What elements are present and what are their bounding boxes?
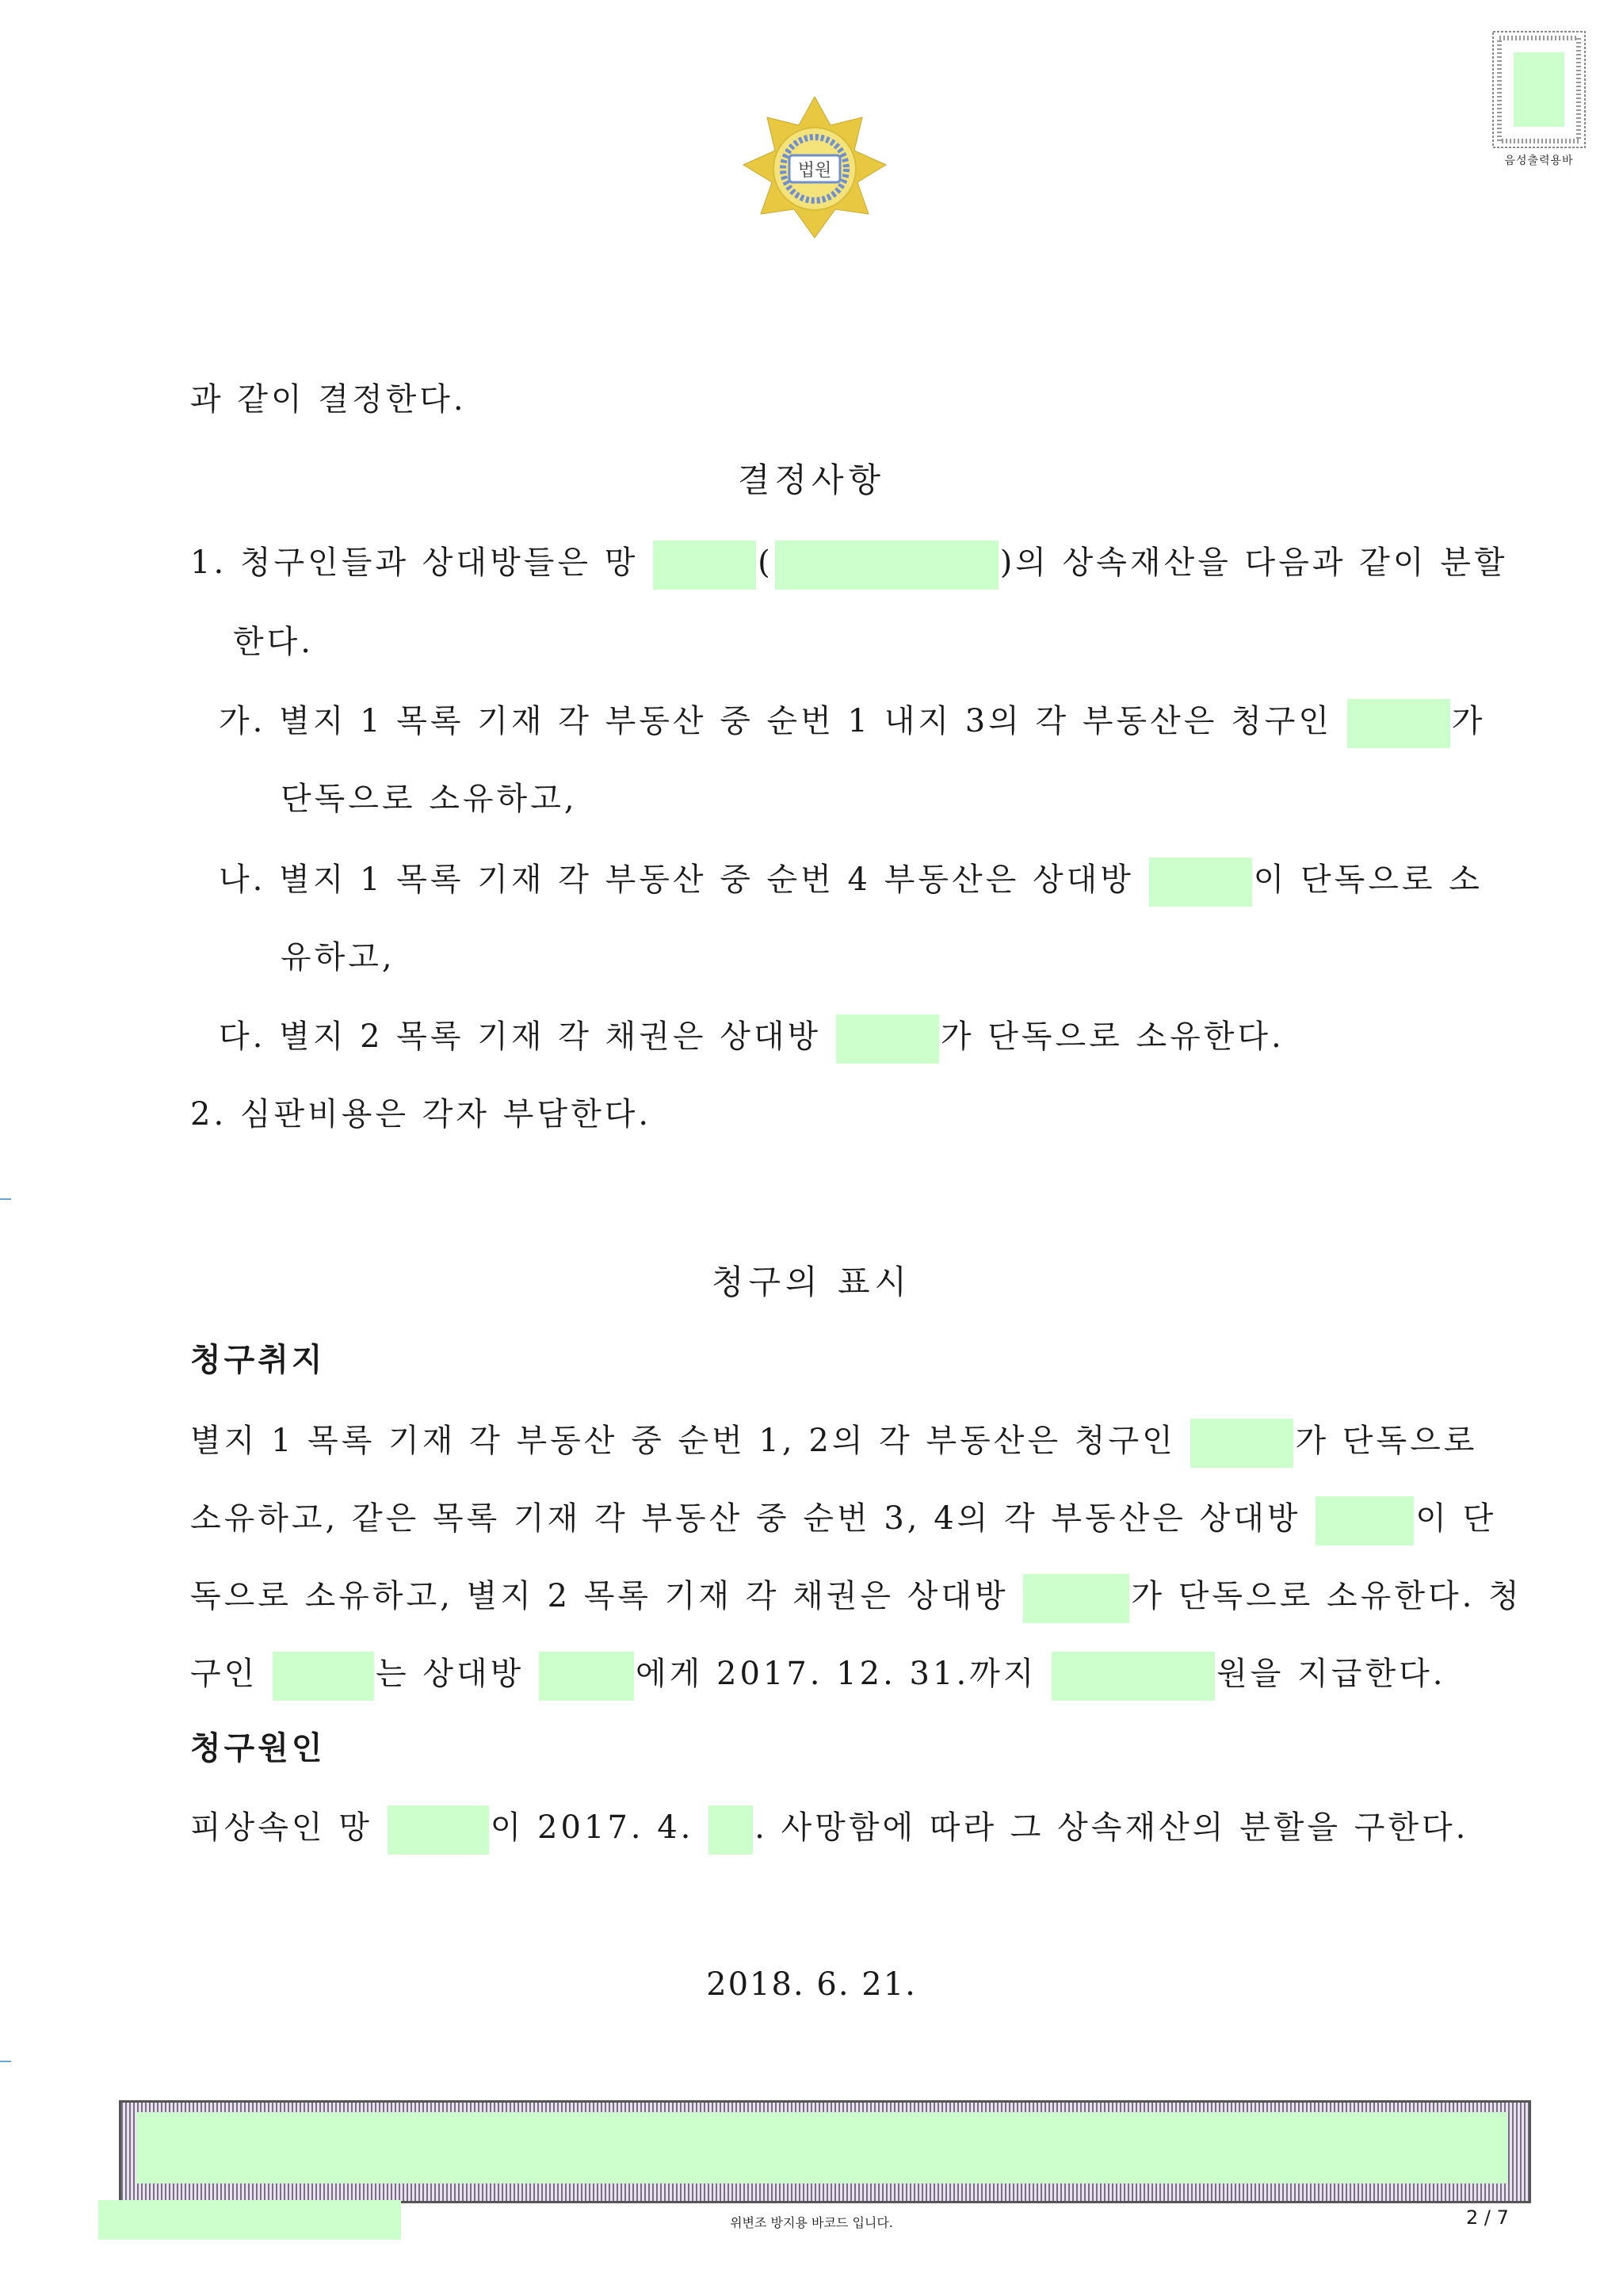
redaction-block — [653, 541, 756, 590]
emblem-text: 법원 — [797, 161, 832, 181]
text-segment: 이 단독으로 소 — [1253, 861, 1483, 898]
decision-heading: 결정사항 — [737, 460, 886, 499]
margin-mark — [0, 1198, 11, 1200]
text-segment: 1. 청구인들과 상대방들은 망 — [190, 544, 639, 581]
text-segment: 다. 별지 2 목록 기재 각 채권은 상대방 — [219, 1018, 822, 1055]
page-number: 2 / 7 — [1466, 2206, 1509, 2229]
text-segment: 는 상대방 — [376, 1656, 525, 1692]
document-date: 2018. 6. 21. — [706, 1966, 917, 2003]
decision-item-1-ga-line-1 — [219, 699, 1485, 748]
claim-purpose-line-4 — [190, 1652, 1445, 1701]
text-segment: 가. 별지 1 목록 기재 각 부동산 중 순번 1 내지 3의 각 부동산은 청구인 — [219, 703, 1333, 739]
text-segment: 소유하고, 같은 목록 기재 각 부동산 중 순번 3, 4의 각 부동산은 상대방 — [190, 1500, 1301, 1537]
text-segment: 이 2017. 4. — [490, 1809, 694, 1846]
redaction-block — [1149, 858, 1252, 907]
claim-cause-text — [190, 1805, 1468, 1855]
text-segment: 가 단독으로 소유한다. 청 — [1131, 1578, 1522, 1614]
text-segment: 가 — [1451, 703, 1486, 739]
decision-item-1-line-1 — [190, 541, 1507, 590]
redaction-block — [836, 1014, 939, 1064]
text-segment: 독으로 소유하고, 별지 2 목록 기재 각 채권은 상대방 — [190, 1578, 1009, 1614]
margin-mark — [0, 2061, 11, 2062]
qr-label: 음성출력용바 — [1504, 155, 1574, 167]
redaction-block — [273, 1652, 374, 1701]
barcode-caption: 위변조 방지용 바코드 입니다. — [730, 2215, 893, 2230]
court-emblem-icon — [735, 94, 894, 244]
text-segment: ( — [758, 544, 773, 581]
redaction-block — [1316, 1496, 1414, 1545]
claim-heading: 청구의 표시 — [711, 1263, 912, 1301]
text-segment: 별지 1 목록 기재 각 부동산 중 순번 1, 2의 각 부동산은 청구인 — [190, 1423, 1176, 1459]
decision-item-1-na-line-2: 유하고, — [281, 939, 395, 976]
text-segment: . 사망함에 따라 그 상속재산의 분할을 구한다. — [754, 1809, 1469, 1846]
claim-purpose-heading: 청구취지 — [190, 1341, 326, 1378]
claim-cause-heading: 청구원인 — [190, 1729, 326, 1767]
claim-purpose-line-1 — [190, 1419, 1477, 1468]
text-segment: 이 단 — [1415, 1500, 1497, 1537]
claim-purpose-line-2 — [190, 1496, 1496, 1545]
redaction-block — [1023, 1574, 1129, 1623]
text-segment: 구인 — [190, 1656, 258, 1692]
claim-purpose-line-3 — [190, 1574, 1522, 1623]
redaction-block — [539, 1652, 634, 1701]
redaction-block — [1347, 699, 1450, 748]
decision-item-1-da — [219, 1014, 1285, 1064]
text-segment: )의 상속재산을 다음과 같이 분할 — [999, 544, 1508, 581]
qr-code — [1491, 30, 1587, 149]
decision-item-1-ga-line-2: 단독으로 소유하고, — [281, 781, 578, 817]
text-segment: 에게 2017. 12. 31.까지 — [636, 1656, 1037, 1692]
redaction-block — [1190, 1419, 1293, 1468]
intro-text: 과 같이 결정한다. — [190, 381, 467, 418]
redaction-block — [136, 2112, 1507, 2183]
decision-item-1-line-2: 한다. — [233, 624, 314, 660]
redaction-block — [775, 541, 999, 590]
redaction-block — [1052, 1652, 1215, 1701]
text-segment: 가 단독으로 소유한다. — [940, 1018, 1285, 1055]
redaction-block — [708, 1805, 753, 1855]
text-segment: 원을 지급한다. — [1216, 1656, 1446, 1692]
decision-item-2: 2. 심판비용은 각자 부담한다. — [190, 1096, 652, 1133]
decision-item-1-na-line-1 — [219, 858, 1483, 907]
text-segment: 피상속인 망 — [190, 1809, 372, 1846]
redaction-block — [388, 1805, 489, 1855]
text-segment: 가 단독으로 — [1295, 1423, 1478, 1459]
text-segment: 나. 별지 1 목록 기재 각 부동산 중 순번 4 부동산은 상대방 — [219, 861, 1134, 898]
